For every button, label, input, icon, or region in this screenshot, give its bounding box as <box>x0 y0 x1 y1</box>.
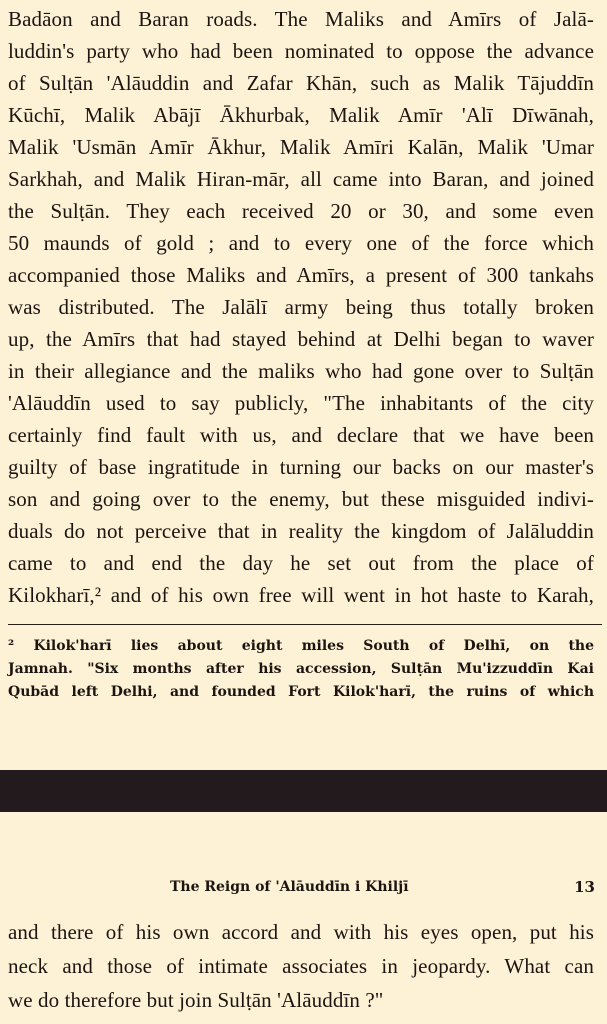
page-number: 13 <box>574 878 595 896</box>
body-line-14: certainly find fault with us, and declare that we have been <box>8 423 594 447</box>
footnote-line-3: Qubād left Delhi, and founded Fort Kilok'harī, the ruins of which <box>8 684 594 700</box>
body-line-13: 'Alāuddīn used to say publicly, "The inhabitants of the city <box>8 391 594 415</box>
page-gap-band <box>0 770 607 812</box>
body-line-6: Sarkhah, and Malik Hiran-mār, all came into Baran, and joined <box>8 167 594 191</box>
body-line-7: the Sulṭān. They each received 20 or 30, and some even <box>8 199 594 223</box>
body-line-18: came to and end the day he set out from the place of <box>8 551 594 575</box>
body-line-1: Badāon and Baran roads. The Maliks and Amīrs of Jalā- <box>8 7 594 31</box>
body-line-2: luddin's party who had been nominated to oppose the advance <box>8 39 594 63</box>
body-line-10: was distributed. The Jalālī army being thus totally broken <box>8 295 594 319</box>
body-line-5: Malik 'Usmān Amīr Ākhur, Malik Amīri Kalān, Malik 'Umar <box>8 135 594 159</box>
body-line-16: son and going over to the enemy, but these misguided indivi- <box>8 487 594 511</box>
body-line-3: of Sulṭān 'Alāuddin and Zafar Khān, such as Malik Tājuddīn <box>8 71 594 95</box>
lower-line-1: and there of his own accord and with his eyes open, put his <box>8 920 594 944</box>
body-line-4: Kūchī, Malik Abājī Ākhurbak, Malik Amīr 'Alī Dīwānah, <box>8 103 594 127</box>
footnote-rule <box>8 624 602 625</box>
body-line-11: up, the Amīrs that had stayed behind at Delhi began to waver <box>8 327 594 351</box>
body-line-8: 50 maunds of gold ; and to every one of the force which <box>8 231 594 255</box>
body-line-19: Kilokharī,² and of his own free will went in hot haste to Karah, <box>8 583 594 607</box>
footnote-line-2: Jamnah. "Six months after his accession, Sulṭān Mu'izzuddīn Kai <box>8 661 594 677</box>
body-line-15: guilty of base ingratitude in turning our backs on our master's <box>8 455 594 479</box>
lower-line-3: we do therefore but join Sulṭān 'Alāuddīn ?" <box>8 988 384 1012</box>
running-head: The Reign of 'Alāuddīn i Khiljī <box>170 879 409 895</box>
footnote-line-1: ² Kilok'harī lies about eight miles South of Delhī, on the <box>8 638 594 654</box>
lower-line-2: neck and those of intimate associates in jeopardy. What can <box>8 954 594 978</box>
body-line-17: duals do not perceive that in reality the kingdom of Jalāluddin <box>8 519 594 543</box>
body-line-12: in their allegiance and the maliks who had gone over to Sulṭān <box>8 359 594 383</box>
body-line-9: accompanied those Maliks and Amīrs, a present of 300 tankahs <box>8 263 594 287</box>
